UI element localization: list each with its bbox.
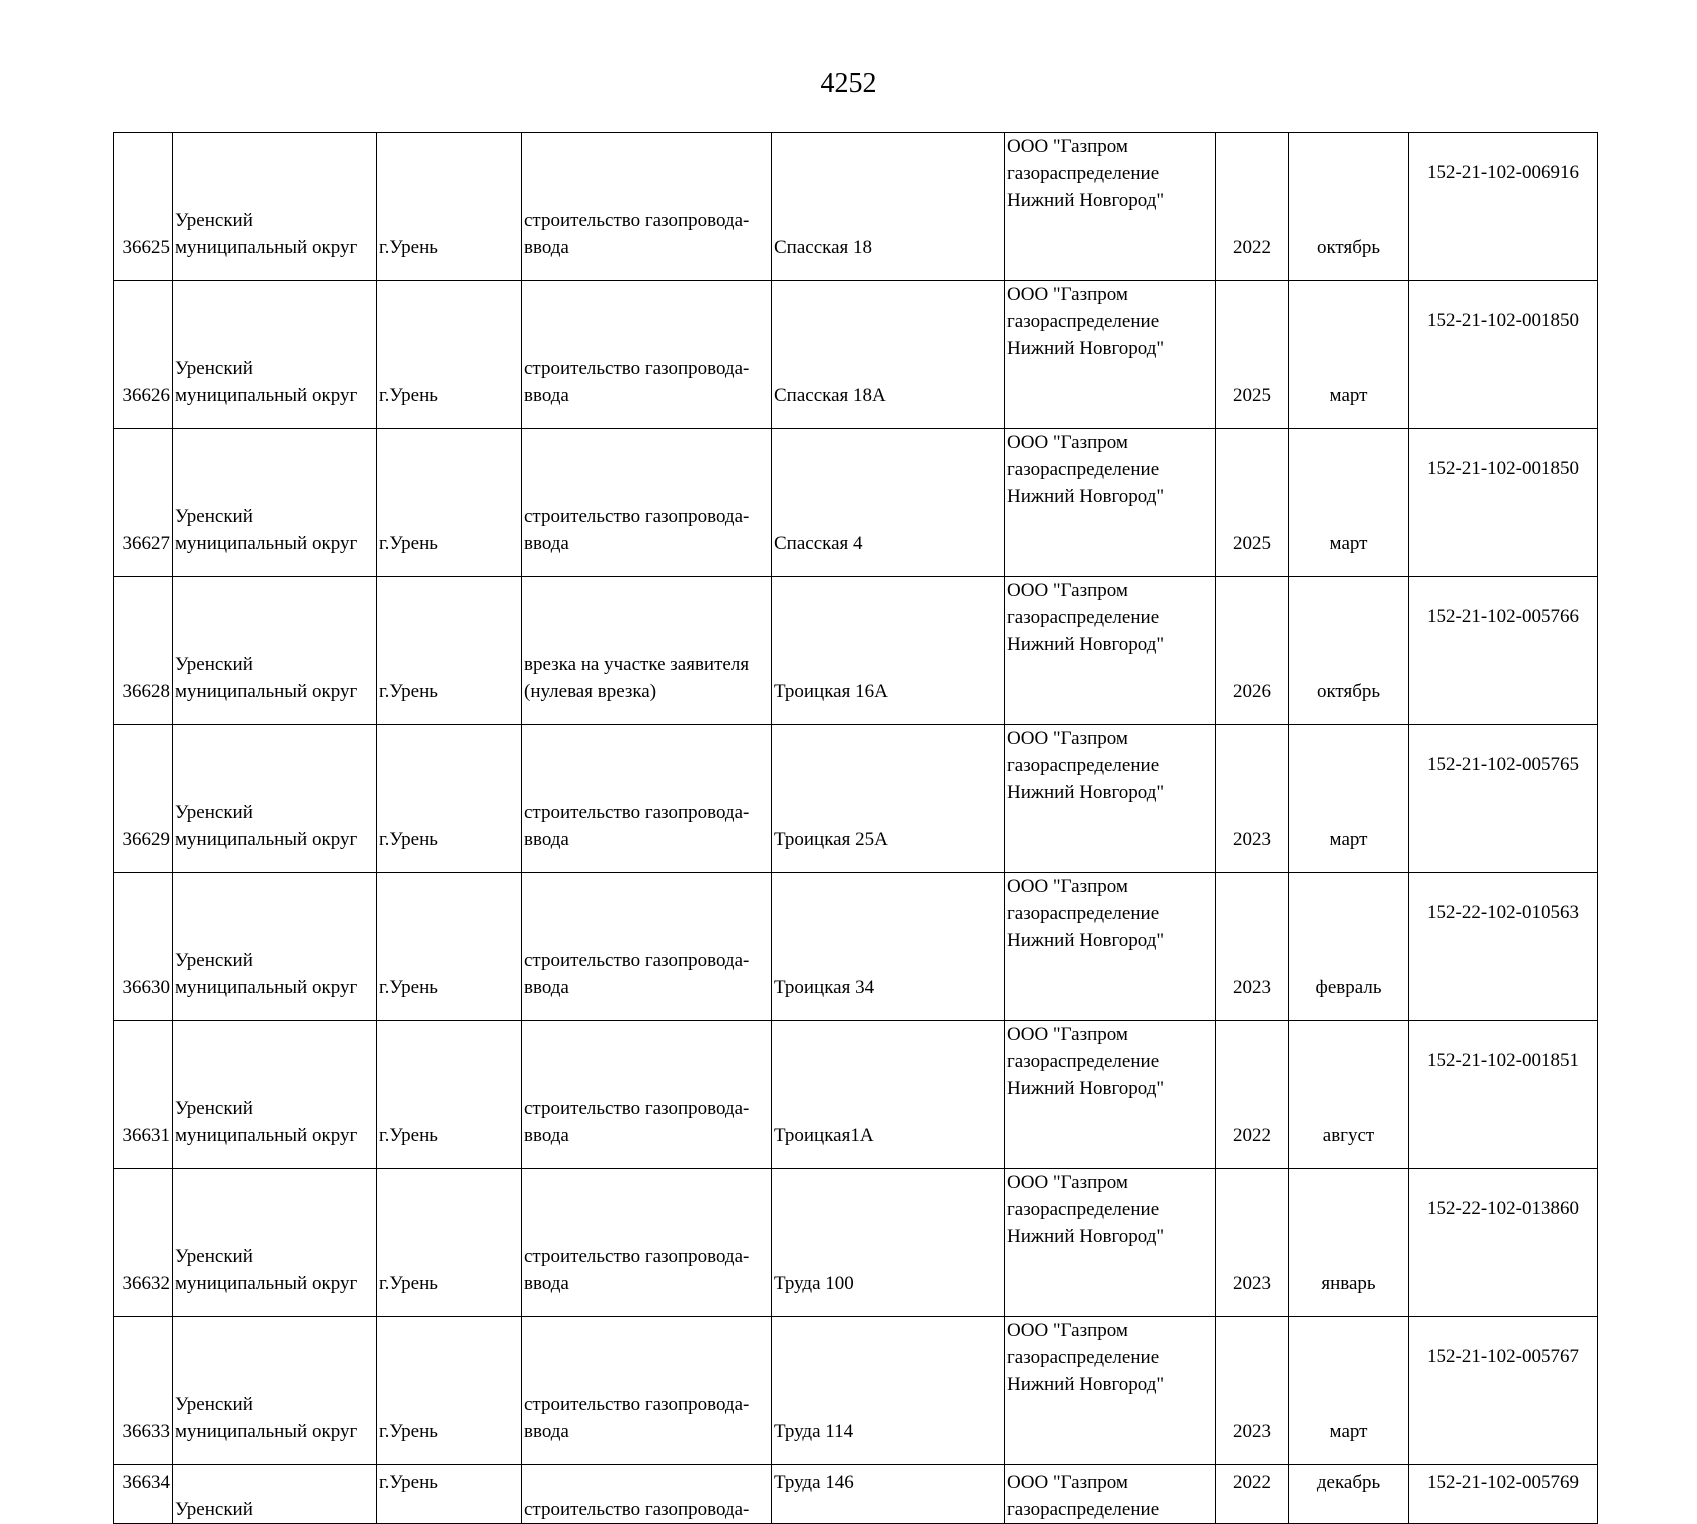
organization-cell-line: Нижний Новгород" [1007,190,1165,211]
town-cell: г.Урень [377,1317,522,1465]
address-cell: Спасская 18 [772,133,1005,281]
year-cell: 2025 [1216,429,1289,577]
organization-cell [1005,1465,1216,1524]
row-number: 36628 [114,577,173,725]
town-cell: г.Урень [377,281,522,429]
district-cell-line: Уренский [175,950,253,971]
organization-cell [1005,873,1216,1021]
code-cell: 152-21-102-006916 [1409,133,1598,281]
organization-cell [1005,429,1216,577]
work-type-cell-line: строительство газопровода- [524,1499,750,1520]
organization-cell-line: газораспределение [1007,903,1160,924]
row-number: 36627 [114,429,173,577]
work-type-cell-line: строительство газопровода- [524,210,750,231]
year-cell: 2025 [1216,281,1289,429]
organization-cell-line: Нижний Новгород" [1007,486,1165,507]
code-cell: 152-21-102-005765 [1409,725,1598,873]
district-cell-line: муниципальный округ [175,829,358,850]
table-row [114,133,1598,281]
table-row [114,725,1598,873]
organization-cell [1005,577,1216,725]
address-cell: Труда 100 [772,1169,1005,1317]
work-type-cell [522,1465,772,1524]
work-type-cell-line: строительство газопровода- [524,1098,750,1119]
organization-cell-line: Нижний Новгород" [1007,1374,1165,1395]
work-type-cell-line: врезка на участке заявителя [524,654,750,675]
district-cell-line: муниципальный округ [175,533,358,554]
town-cell: г.Урень [377,873,522,1021]
organization-cell [1005,1317,1216,1465]
town-cell: г.Урень [377,577,522,725]
organization-cell-line: ООО "Газпром [1007,432,1128,453]
organization-cell-line: газораспределение [1007,459,1160,480]
month-cell: декабрь [1289,1465,1409,1524]
work-type-cell [522,1021,772,1169]
table-row [114,1465,1598,1524]
year-cell: 2023 [1216,1169,1289,1317]
work-type-cell [522,1317,772,1465]
organization-cell-line: газораспределение [1007,1051,1160,1072]
code-cell: 152-21-102-001850 [1409,429,1598,577]
work-type-cell-line: ввода [524,977,569,998]
month-cell: март [1289,281,1409,429]
district-cell-line: Уренский [175,802,253,823]
month-cell: март [1289,725,1409,873]
district-cell [173,1465,377,1524]
district-cell-line: муниципальный округ [175,977,358,998]
year-cell: 2023 [1216,1317,1289,1465]
address-cell: Троицкая 25А [772,725,1005,873]
row-number: 36629 [114,725,173,873]
address-cell: Труда 114 [772,1317,1005,1465]
page-number: 4252 [820,68,877,99]
row-number: 36632 [114,1169,173,1317]
month-cell: март [1289,1317,1409,1465]
organization-cell [1005,1169,1216,1317]
work-type-cell [522,281,772,429]
work-type-cell-line: строительство газопровода- [524,358,750,379]
month-cell: январь [1289,1169,1409,1317]
work-type-cell-line: строительство газопровода- [524,1246,750,1267]
organization-cell-line: ООО "Газпром [1007,1472,1128,1493]
year-cell: 2023 [1216,873,1289,1021]
organization-cell-line: газораспределение [1007,607,1160,628]
code-cell: 152-21-102-005767 [1409,1317,1598,1465]
table-row [114,1317,1598,1465]
district-cell [173,873,377,1021]
organization-cell-line: Нижний Новгород" [1007,1078,1165,1099]
month-cell: август [1289,1021,1409,1169]
table-row [114,429,1598,577]
year-cell: 2026 [1216,577,1289,725]
code-cell: 152-22-102-013860 [1409,1169,1598,1317]
organization-cell-line: Нижний Новгород" [1007,338,1165,359]
address-cell: Труда 146 [772,1465,1005,1524]
town-cell: г.Урень [377,725,522,873]
district-cell [173,1169,377,1317]
district-cell-line: Уренский [175,654,253,675]
organization-cell [1005,725,1216,873]
district-cell [173,577,377,725]
year-cell: 2022 [1216,133,1289,281]
district-cell-line: муниципальный округ [175,1273,358,1294]
work-type-cell-line: строительство газопровода- [524,802,750,823]
work-type-cell-line: ввода [524,1125,569,1146]
district-cell-line: Уренский [175,1246,253,1267]
district-cell-line: Уренский [175,1499,253,1520]
organization-cell-line: ООО "Газпром [1007,580,1128,601]
district-cell [173,281,377,429]
district-cell-line: муниципальный округ [175,681,358,702]
work-type-cell [522,133,772,281]
district-cell-line: муниципальный округ [175,237,358,258]
district-cell [173,429,377,577]
row-number: 36631 [114,1021,173,1169]
month-cell: февраль [1289,873,1409,1021]
district-cell-line: Уренский [175,506,253,527]
district-cell-line: Уренский [175,358,253,379]
organization-cell-line: газораспределение [1007,311,1160,332]
town-cell: г.Урень [377,133,522,281]
town-cell: г.Урень [377,1021,522,1169]
organization-cell [1005,281,1216,429]
organization-cell [1005,133,1216,281]
row-number: 36633 [114,1317,173,1465]
district-cell-line: Уренский [175,1394,253,1415]
address-cell: Спасская 4 [772,429,1005,577]
organization-cell-line: ООО "Газпром [1007,1320,1128,1341]
address-cell: Троицкая 16А [772,577,1005,725]
year-cell: 2022 [1216,1021,1289,1169]
work-type-cell-line: ввода [524,533,569,554]
organization-cell-line: газораспределение [1007,1347,1160,1368]
organization-cell [1005,1021,1216,1169]
organization-cell-line: Нижний Новгород" [1007,1226,1165,1247]
month-cell: октябрь [1289,577,1409,725]
code-cell: 152-21-102-005769 [1409,1465,1598,1524]
work-type-cell-line: строительство газопровода- [524,1394,750,1415]
gas-connection-table [113,132,1598,1524]
work-type-cell-line: ввода [524,385,569,406]
district-cell [173,1317,377,1465]
month-cell: март [1289,429,1409,577]
code-cell: 152-21-102-001851 [1409,1021,1598,1169]
organization-cell-line: ООО "Газпром [1007,136,1128,157]
organization-cell-line: ООО "Газпром [1007,728,1128,749]
work-type-cell [522,725,772,873]
organization-cell-line: Нижний Новгород" [1007,930,1165,951]
table-row [114,1169,1598,1317]
work-type-cell [522,873,772,1021]
work-type-cell-line: ввода [524,1421,569,1442]
organization-cell-line: газораспределение [1007,1499,1160,1520]
organization-cell-line: газораспределение [1007,1199,1160,1220]
district-cell-line: муниципальный округ [175,385,358,406]
work-type-cell-line: строительство газопровода- [524,950,750,971]
district-cell [173,1021,377,1169]
table-row [114,281,1598,429]
district-cell [173,133,377,281]
code-cell: 152-22-102-010563 [1409,873,1598,1021]
code-cell: 152-21-102-005766 [1409,577,1598,725]
organization-cell-line: Нижний Новгород" [1007,782,1165,803]
table-body [114,133,1598,1524]
year-cell: 2023 [1216,725,1289,873]
table-row [114,873,1598,1021]
work-type-cell [522,429,772,577]
work-type-cell-line: (нулевая врезка) [524,681,657,702]
row-number: 36625 [114,133,173,281]
organization-cell-line: ООО "Газпром [1007,284,1128,305]
row-number: 36634 [114,1465,173,1524]
month-cell: октябрь [1289,133,1409,281]
work-type-cell [522,577,772,725]
year-cell: 2022 [1216,1465,1289,1524]
organization-cell-line: газораспределение [1007,163,1160,184]
district-cell-line: Уренский [175,210,253,231]
row-number: 36630 [114,873,173,1021]
work-type-cell-line: ввода [524,1273,569,1294]
organization-cell-line: Нижний Новгород" [1007,634,1165,655]
town-cell: г.Урень [377,429,522,577]
work-type-cell-line: ввода [524,829,569,850]
address-cell: Троицкая1А [772,1021,1005,1169]
address-cell: Троицкая 34 [772,873,1005,1021]
table-row [114,1021,1598,1169]
organization-cell-line: ООО "Газпром [1007,876,1128,897]
organization-cell-line: газораспределение [1007,755,1160,776]
district-cell [173,725,377,873]
work-type-cell-line: ввода [524,237,569,258]
table-row [114,577,1598,725]
address-cell: Спасская 18А [772,281,1005,429]
town-cell: г.Урень [377,1465,522,1524]
district-cell-line: Уренский [175,1098,253,1119]
row-number: 36626 [114,281,173,429]
district-cell-line: муниципальный округ [175,1421,358,1442]
town-cell: г.Урень [377,1169,522,1317]
organization-cell-line: ООО "Газпром [1007,1172,1128,1193]
organization-cell-line: ООО "Газпром [1007,1024,1128,1045]
district-cell-line: муниципальный округ [175,1125,358,1146]
code-cell: 152-21-102-001850 [1409,281,1598,429]
work-type-cell-line: строительство газопровода- [524,506,750,527]
work-type-cell [522,1169,772,1317]
